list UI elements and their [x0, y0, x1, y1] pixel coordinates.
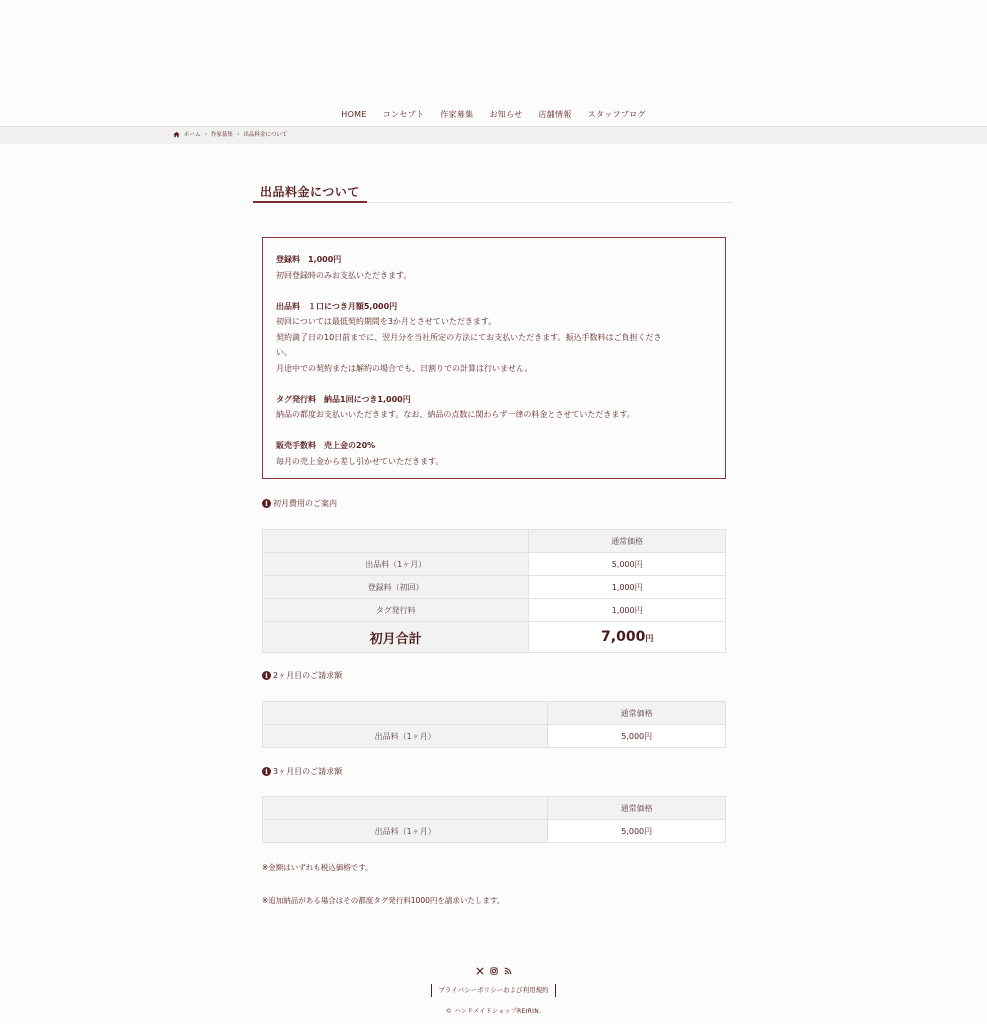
breadcrumb-home[interactable]: ホーム — [184, 132, 201, 138]
tax-note: ※金額はいずれも税込価格です。 — [262, 863, 373, 872]
total-label: 初月合計 — [263, 622, 529, 653]
info-icon: i — [262, 671, 271, 680]
nav-staff-blog[interactable]: スタッフブログ — [587, 110, 646, 119]
second-month-label-text: 2ヶ月目のご請求額 — [273, 671, 343, 680]
table-header-row — [263, 797, 726, 820]
copyright: © ハンドメイドショップREIRIN. — [445, 1008, 542, 1015]
second-month-label — [262, 670, 342, 681]
page-title: 出品料金について — [253, 180, 367, 203]
first-month-table — [262, 529, 726, 653]
row-label: 出品料（1ヶ月） — [263, 820, 548, 843]
total-unit: 円 — [645, 634, 654, 643]
social-links — [0, 966, 987, 975]
main-nav — [0, 106, 987, 126]
info-icon: i — [262, 499, 271, 508]
column-header: 通常価格 — [548, 797, 726, 820]
column-header: 通常価格 — [548, 702, 726, 725]
instagram-icon[interactable] — [490, 966, 498, 975]
breadcrumb-parent[interactable]: 作家募集 — [210, 132, 233, 138]
commission-desc: 毎月の売上金から差し引かせていただきます。 — [276, 456, 444, 466]
nav-concept[interactable]: コンセプト — [382, 110, 425, 119]
column-header: 通常価格 — [529, 530, 726, 553]
listing-fee-desc-1: 初回については最低契約期間を3か月とさせていただきます。 — [276, 317, 497, 326]
first-month-label — [262, 498, 337, 509]
listing-fee-desc-2: 契約満了日の10日前までに、翌月分を当社所定の方法にてお支払いただきます。振込手数料はご負担くださ — [276, 332, 662, 342]
breadcrumb-current: 出品料金について — [243, 132, 288, 138]
footer-links — [0, 984, 987, 997]
listing-fee-heading: 出品料 １口につき月額5,000円 — [276, 301, 398, 311]
x-icon[interactable] — [476, 966, 484, 975]
chevron-right-icon: › — [204, 130, 207, 138]
table-row — [263, 599, 726, 622]
breadcrumb — [173, 130, 287, 138]
tag-fee-desc: 納品の都度お支払いいただきます。なお、納品の点数に関わらず一律の料金とさせていただきます。 — [276, 410, 635, 419]
total-value — [529, 622, 726, 653]
title-section — [253, 180, 733, 203]
second-month-table — [262, 701, 726, 748]
table-row — [263, 553, 726, 576]
row-value: 1,000円 — [529, 599, 726, 622]
row-value: 5,000円 — [548, 820, 726, 843]
nav-news[interactable]: お知らせ — [489, 110, 523, 119]
row-label: 登録料（初回） — [263, 576, 529, 599]
registration-fee-desc: 初回登録時のみお支払いただきます。 — [276, 270, 412, 280]
third-month-table — [262, 796, 726, 843]
extra-delivery-note: ※追加納品がある場合はその都度タグ発行料1000円を請求いたします。 — [262, 896, 505, 905]
chevron-right-icon: › — [236, 130, 240, 138]
row-value: 5,000円 — [548, 725, 726, 748]
commission-heading: 販売手数料 売上金の20% — [276, 441, 376, 450]
row-label: タグ発行料 — [263, 599, 529, 622]
third-month-label — [262, 766, 342, 777]
table-row — [263, 725, 726, 748]
table-header-row — [263, 702, 726, 725]
table-row — [263, 576, 726, 599]
row-label: 出品料（1ヶ月） — [263, 553, 529, 576]
rss-icon[interactable] — [504, 966, 512, 975]
home-icon — [173, 131, 180, 138]
nav-home[interactable]: HOME — [341, 110, 367, 119]
listing-fee-desc-3: 月途中での契約または解約の場合でも、日割りでの計算は行いません。 — [276, 363, 533, 373]
nav-recruit[interactable]: 作家募集 — [440, 110, 474, 119]
row-value: 1,000円 — [529, 576, 726, 599]
table-row — [263, 820, 726, 843]
tag-fee-heading: タグ発行料 納品1回につき1,000円 — [276, 394, 411, 404]
registration-fee-heading: 登録料 1,000円 — [276, 255, 342, 264]
table-header-row — [263, 530, 726, 553]
row-label: 出品料（1ヶ月） — [263, 725, 548, 748]
privacy-policy-link[interactable]: プライバシーポリシーおよび利用規約 — [431, 984, 555, 997]
total-amount: 7,000 — [601, 629, 646, 645]
listing-fee-desc-2b: い。 — [276, 348, 292, 357]
first-month-label-text: 初月費用のご案内 — [273, 499, 337, 508]
breadcrumb-bar — [0, 126, 987, 144]
total-row — [263, 622, 726, 653]
third-month-label-text: 3ヶ月目のご請求額 — [273, 767, 343, 776]
nav-store-info[interactable]: 店舗情報 — [538, 110, 572, 119]
info-icon: i — [262, 767, 271, 776]
row-value: 5,000円 — [529, 553, 726, 576]
fee-box — [262, 237, 726, 479]
